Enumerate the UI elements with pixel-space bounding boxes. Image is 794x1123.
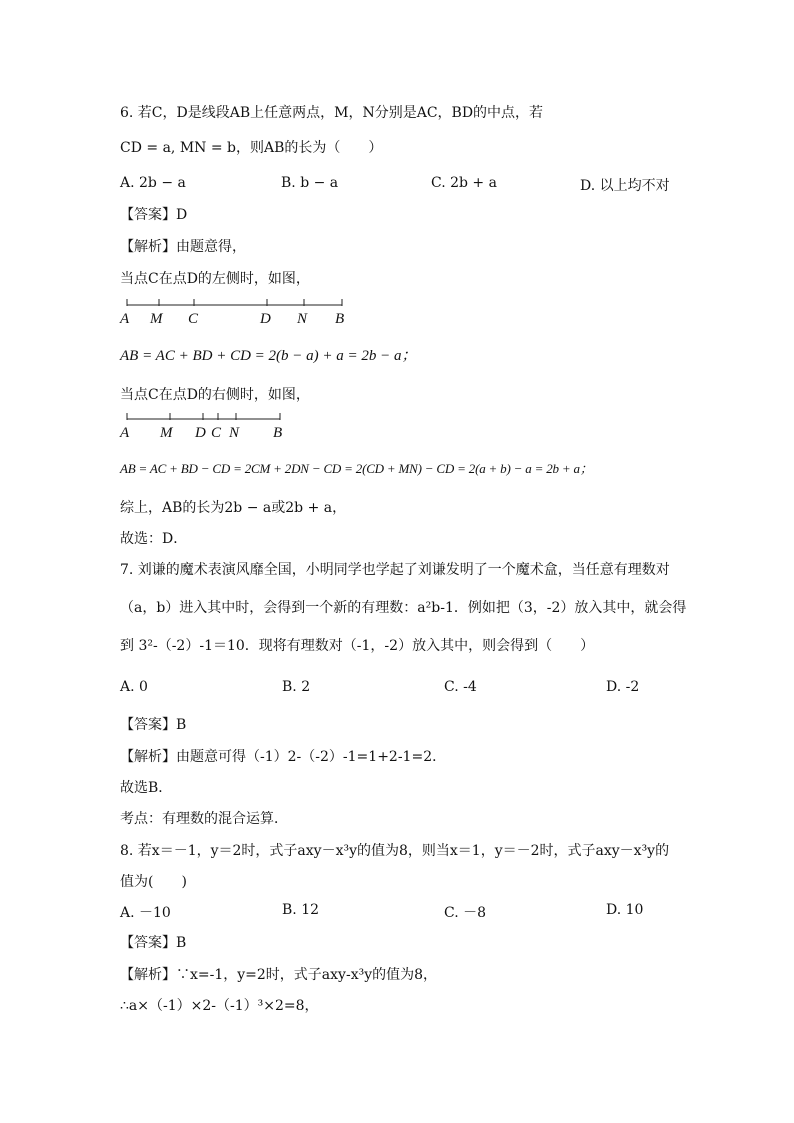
fig2-label-b: B — [273, 425, 283, 441]
fig2-label-c: C — [211, 425, 222, 441]
fig1-label-c: C — [188, 311, 199, 327]
fig1-label-n: N — [297, 311, 308, 327]
q8-stem-line2: 值为( ) — [120, 874, 187, 890]
q7-choose: 故选B． — [120, 780, 173, 796]
q6-case1-text: 当点C在点D的左侧时，如图， — [120, 271, 310, 287]
q8-step: ∴a×（-1）×2-（-1）³×2=8， — [120, 998, 319, 1014]
q6-stem-line1: 6. 若C，D是线段AB上任意两点，M，N分别是AC，BD的中点，若 — [120, 105, 544, 121]
q6-analysis-head: 【解析】由题意得， — [120, 239, 246, 255]
q7-stem-line1: 7. 刘谦的魔术表演风靡全国，小明同学也学起了刘谦发明了一个魔术盒，当任意有理数对 — [120, 562, 670, 578]
q8-option-b: B. 12 — [282, 902, 320, 918]
q6-equation1: AB = AC + BD + CD = 2(b − a) + a = 2b − a； — [120, 348, 417, 364]
q6-option-b: B. b − a — [281, 175, 339, 191]
q7-answer: 【答案】B — [120, 717, 187, 733]
q6-stem-line2: CD = a, MN = b，则AB的长为（ ） — [120, 140, 383, 156]
q8-option-c: C. －8 — [444, 905, 487, 921]
fig1-label-a: A — [120, 311, 130, 327]
q7-option-a: A. 0 — [120, 679, 148, 695]
q6-figure2-segment — [120, 410, 300, 446]
q8-analysis: 【解析】∵x=-1，y=2时，式子axy-x³y的值为8， — [120, 967, 438, 983]
fig2-label-d: D — [195, 425, 206, 441]
q8-option-d: D. 10 — [606, 902, 644, 918]
q7-option-c: C. -4 — [444, 679, 477, 695]
fig2-label-m: M — [160, 425, 173, 441]
fig1-label-m: M — [150, 311, 163, 327]
q7-analysis: 【解析】由题意可得（-1）2-（-2）-1=1+2-1=2． — [120, 749, 447, 765]
q6-choose: 故选：D． — [120, 531, 188, 547]
q8-answer: 【答案】B — [120, 935, 187, 951]
q6-answer: 【答案】D — [120, 207, 188, 223]
q8-stem-line1: 8. 若x＝－1，y＝2时，式子axy－x³y的值为8，则当x＝1，y＝－2时，式子axy－x³y的 — [120, 843, 670, 859]
q7-option-d: D. -2 — [606, 679, 640, 695]
fig1-label-d: D — [260, 311, 271, 327]
q6-option-d: D. 以上均不对 — [580, 178, 670, 194]
q8-option-a: A. －10 — [120, 905, 171, 921]
q7-stem-line2: （a，b）进入其中时，会得到一个新的有理数：a²b-1．例如把（3，-2）放入其中，就会得 — [120, 600, 687, 616]
segment-line-2 — [120, 410, 300, 424]
q6-option-c: C. 2b + a — [431, 175, 497, 191]
segment-line-1 — [120, 296, 360, 310]
q7-stem-line3: 到 3²-（-2）-1＝10．现将有理数对（-1，-2）放入其中，则会得到（ ） — [120, 638, 595, 654]
fig2-label-a: A — [120, 425, 130, 441]
q7-option-b: B. 2 — [282, 679, 311, 695]
q6-case2-text: 当点C在点D的右侧时，如图， — [120, 387, 310, 403]
fig1-label-b: B — [335, 311, 345, 327]
q7-topic: 考点：有理数的混合运算． — [120, 811, 288, 827]
q6-equation2: AB = AC + BD − CD = 2CM + 2DN − CD = 2(CD + MN) − CD = 2(a + b) − a = 2b + a； — [120, 461, 593, 476]
fig2-label-n: N — [229, 425, 240, 441]
q6-option-a: A. 2b − a — [120, 175, 186, 191]
q6-summary: 综上，AB的长为2b − a或2b + a， — [120, 500, 347, 516]
q6-figure1-segment — [120, 296, 360, 332]
